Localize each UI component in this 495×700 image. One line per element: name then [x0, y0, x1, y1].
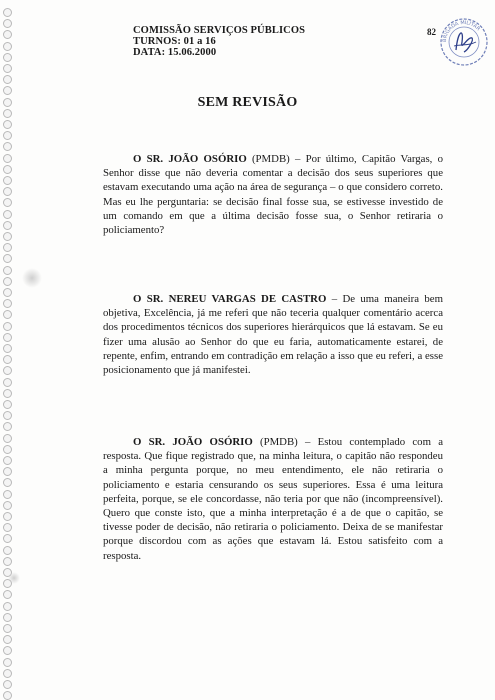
binder-hole: [3, 254, 12, 263]
official-stamp-seal: [438, 16, 490, 68]
binder-hole: [3, 680, 12, 689]
binder-hole: [3, 266, 12, 275]
transcript-paragraph: [103, 152, 443, 237]
speech-text: (PMDB) – Por último, Capitão Vargas, o Senhor disse que não deveria comentar a decisão dos seus superiores que estavam executando uma ação na área de segurança – o que considero correto. Mas eu lhe perguntaria: se decisão final fosse sua, se estivesse investido de um comando em que a última decisão fosse sua, o Senhor retiraria o policiamento?: [103, 153, 443, 237]
page-number: 82: [427, 27, 436, 37]
binder-hole: [3, 434, 12, 443]
binder-hole: [3, 602, 12, 611]
binder-hole: [3, 378, 12, 387]
page-title: SEM REVISÃO: [197, 95, 298, 110]
scan-spot: [22, 268, 42, 288]
binder-hole: [3, 411, 12, 420]
binder-hole: [3, 42, 12, 51]
binder-hole: [3, 221, 12, 230]
binder-hole: [3, 669, 12, 678]
binder-hole: [3, 333, 12, 342]
scan-spot: [8, 572, 20, 584]
binder-hole: [3, 456, 12, 465]
binder-hole: [3, 187, 12, 196]
binder-hole: [3, 691, 12, 700]
binder-hole: [3, 243, 12, 252]
binder-hole: [3, 176, 12, 185]
binder-hole: [3, 422, 12, 431]
binder-hole: [3, 310, 12, 319]
speech-text: – De uma maneira bem objetiva, Excelência, já me referi que não teceria qualquer comentário acerca dos procedimentos técnicos dos superiores hierárquicos que lá estavam. Se eu fizer uma alusão ao Senhor do que eu faria, automaticamente estarei, de repente, enfim, entrando em contradição em relação a isso que eu referi, a esse posicionamento que já manifestei.: [103, 293, 443, 377]
binder-hole: [3, 557, 12, 566]
binder-hole: [3, 658, 12, 667]
binder-hole: [3, 120, 12, 129]
svg-text:BRIGADA MILITAR: BRIGADA MILITAR: [441, 19, 482, 43]
binder-hole: [3, 624, 12, 633]
binder-hole: [3, 53, 12, 62]
binder-hole: [3, 478, 12, 487]
binder-hole: [3, 613, 12, 622]
binder-hole: [3, 400, 12, 409]
binder-hole: [3, 344, 12, 353]
binder-hole: [3, 646, 12, 655]
binder-hole: [3, 8, 12, 17]
transcript-paragraph: [103, 435, 443, 563]
binder-hole: [3, 75, 12, 84]
binder-hole: [3, 64, 12, 73]
header-committee: COMISSÃO SERVIÇOS PÚBLICOS: [133, 25, 306, 36]
transcript-paragraph: [103, 292, 443, 377]
binder-hole: [3, 299, 12, 308]
binder-hole: [3, 154, 12, 163]
binder-hole: [3, 232, 12, 241]
binder-hole: [3, 467, 12, 476]
binder-hole: [3, 366, 12, 375]
speaker-name: O SR. NEREU VARGAS DE CASTRO: [133, 293, 327, 305]
binder-hole: [3, 210, 12, 219]
binder-hole: [3, 288, 12, 297]
binder-hole: [3, 523, 12, 532]
speech-text: (PMDB) – Estou contemplado com a resposta. Que fique registrado que, na minha leitura, o capitão não respondeu a minha pergunta porque, no meu entendimento, ele não retiraria o policiamento e estaria censurando os seus superiores. Essa é uma leitura perfeita, porque, se ele concordasse, não teria por que não (incompreensível). Quero que conste isto, que a minha interpretação é a de que o capitão, se tivesse poder de decisão, não retiraria o policiamento. Deixa de se manifestar porque discordou com as ações que estavam lá. Estou satisfeito com a resposta.: [103, 436, 443, 562]
binder-hole: [3, 19, 12, 28]
speaker-name: O SR. JOÃO OSÓRIO: [133, 153, 247, 165]
binder-hole: [3, 165, 12, 174]
binder-hole: [3, 512, 12, 521]
header-shifts: TURNOS: 01 a 16: [133, 36, 216, 47]
binder-hole: [3, 546, 12, 555]
binder-hole: [3, 534, 12, 543]
binder-hole: [3, 590, 12, 599]
binder-hole: [3, 389, 12, 398]
binder-hole: [3, 198, 12, 207]
document-header: [133, 25, 305, 58]
binder-hole: [3, 322, 12, 331]
binder-hole: [3, 277, 12, 286]
binder-hole: [3, 501, 12, 510]
binder-hole: [3, 30, 12, 39]
binder-hole: [3, 445, 12, 454]
header-date: DATA: 15.06.2000: [133, 47, 217, 58]
speaker-name: O SR. JOÃO OSÓRIO: [133, 436, 253, 448]
binder-hole: [3, 490, 12, 499]
binder-hole: [3, 355, 12, 364]
binder-hole: [3, 142, 12, 151]
binder-hole: [3, 131, 12, 140]
binder-hole: [3, 635, 12, 644]
